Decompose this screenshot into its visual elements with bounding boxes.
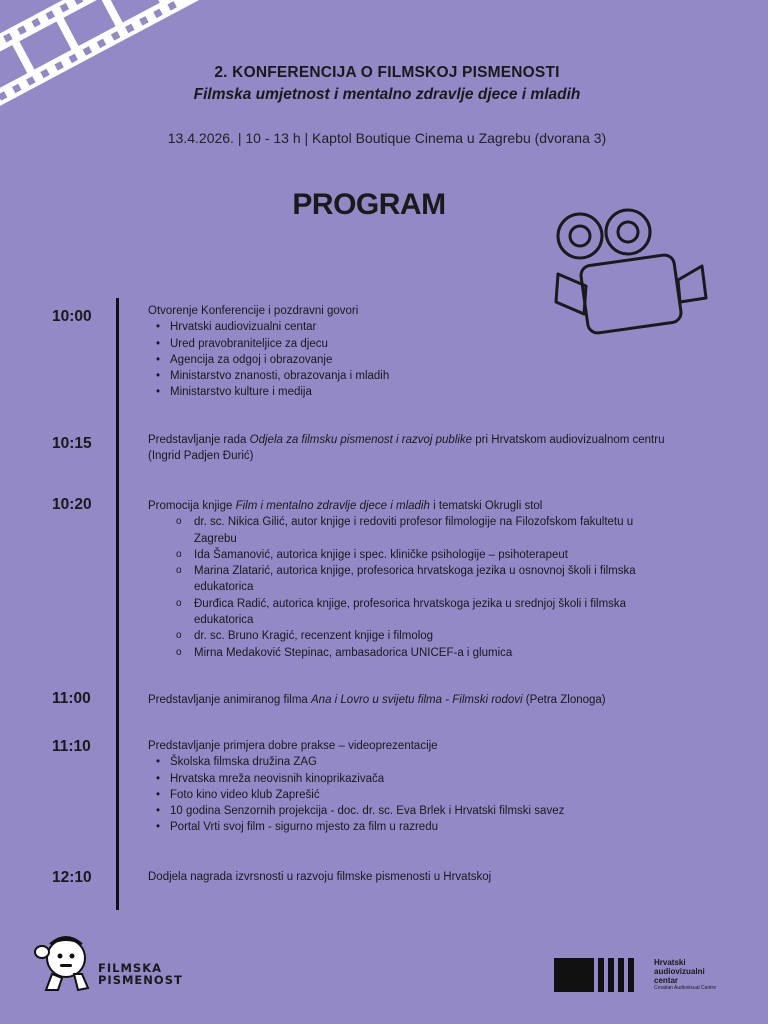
hac-line: audiovizualni [654, 967, 705, 976]
list-item: • Hrvatska mreža neovisnih kinoprikazivača [148, 771, 668, 787]
filmska-pismenost-logo [98, 962, 183, 986]
session-text: Predstavljanje animiranog filma [148, 694, 311, 706]
session-text: (Petra Zlonoga) [522, 694, 606, 706]
conference-date-venue: 13.4.2026. | 10 - 13 h | Kaptol Boutique Cinema u Zagrebu (dvorana 3) [167, 130, 607, 146]
hac-subline: Croatian Audiovisual Centre [654, 985, 716, 991]
session-content [148, 692, 668, 708]
session-time: 10:00 [52, 308, 92, 325]
list-item: • Ured pravobraniteljice za djecu [148, 336, 668, 352]
timeline-line [116, 298, 119, 910]
session-time: 12:10 [52, 869, 92, 886]
hac-logo-icon [554, 958, 638, 992]
session-text-emphasis: Film i mentalno zdravlje djece i mladih [235, 500, 430, 512]
program-heading: PROGRAM [292, 188, 446, 221]
session-content [148, 498, 638, 661]
session-text: Promocija knjige [148, 500, 236, 512]
session-content [148, 869, 668, 885]
session-intro: Otvorenje Konferencije i pozdravni govori [148, 305, 359, 317]
list-item: • Školska filmska družina ZAG [148, 754, 668, 770]
session-intro [148, 498, 638, 514]
brand-line: FILMSKA [98, 961, 163, 975]
session-content [148, 738, 668, 836]
list-item: o dr. sc. Nikica Gilić, autor knjige i redoviti profesor filmologije na Filozofskom fakultetu u Zagrebu [148, 514, 638, 547]
list-item: • Foto kino video klub Zaprešić [148, 787, 668, 803]
list-item: o Mirna Medaković Stepinac, ambasadorica UNICEF-a i glumica [148, 645, 638, 661]
session-time: 10:20 [52, 496, 92, 513]
session-intro: Dodjela nagrada izvrsnosti u razvoju filmske pismenosti u Hrvatskoj [148, 871, 492, 883]
list-item: o dr. sc. Bruno Kragić, recenzent knjige i filmolog [148, 628, 638, 644]
conference-subtitle: Filmska umjetnost i mentalno zdravlje djece i mladih [193, 86, 581, 103]
list-item: • Ministarstvo kulture i medija [148, 384, 668, 400]
session-text: i tematski Okrugli stol [429, 500, 543, 512]
conference-header [0, 64, 768, 146]
brand-line: PISMENOST [98, 973, 183, 987]
list-item: • Agencija za odgoj i obrazovanje [148, 352, 668, 368]
session-text: pri Hrvatskom audiovizualnom centru (Ingrid Padjen Đurić) [148, 434, 665, 463]
hac-line: Hrvatski [654, 958, 686, 967]
list-item: • 10 godina Senzornih projekcija - doc. dr. sc. Eva Brlek i Hrvatski filmski savez [148, 803, 668, 819]
list-item: • Hrvatski audiovizualni centar [148, 319, 668, 335]
session-text-emphasis: Odjela za filmsku pismenost i razvoj publike [249, 434, 473, 446]
session-time: 11:10 [52, 738, 91, 755]
session-time: 11:00 [52, 690, 91, 707]
list-item: • Portal Vrti svoj film - sigurno mjesto za film u razredu [148, 819, 668, 835]
session-text: Predstavljanje rada [148, 434, 250, 446]
mascot-icon [30, 930, 98, 996]
list-item: • Ministarstvo znanosti, obrazovanja i mladih [148, 368, 668, 384]
session-content [148, 303, 668, 401]
session-content [148, 432, 668, 465]
list-item: o Đurđica Radić, autorica knjige, profesorica hrvatskoga jezika u srednjoj školi i filmska edukatorica [148, 596, 638, 629]
hac-line: centar [654, 976, 679, 985]
hac-logo-text [654, 958, 716, 992]
session-text-emphasis: Ana i Lovro u svijetu filma - Filmski rodovi [311, 694, 523, 706]
session-time: 10:15 [52, 435, 92, 452]
list-item: o Ida Šamanović, autorica knjige i spec. kliničke psihologije – psihoterapeut [148, 547, 638, 563]
conference-title: 2. KONFERENCIJA O FILMSKOJ PISMENOSTI [214, 64, 560, 81]
list-item: o Marina Zlatarić, autorica knjige, profesorica hrvatskoga jezika u osnovnoj školi i filmska edukatorica [148, 563, 638, 596]
session-intro: Predstavljanje primjera dobre prakse – videoprezentacije [148, 740, 438, 752]
